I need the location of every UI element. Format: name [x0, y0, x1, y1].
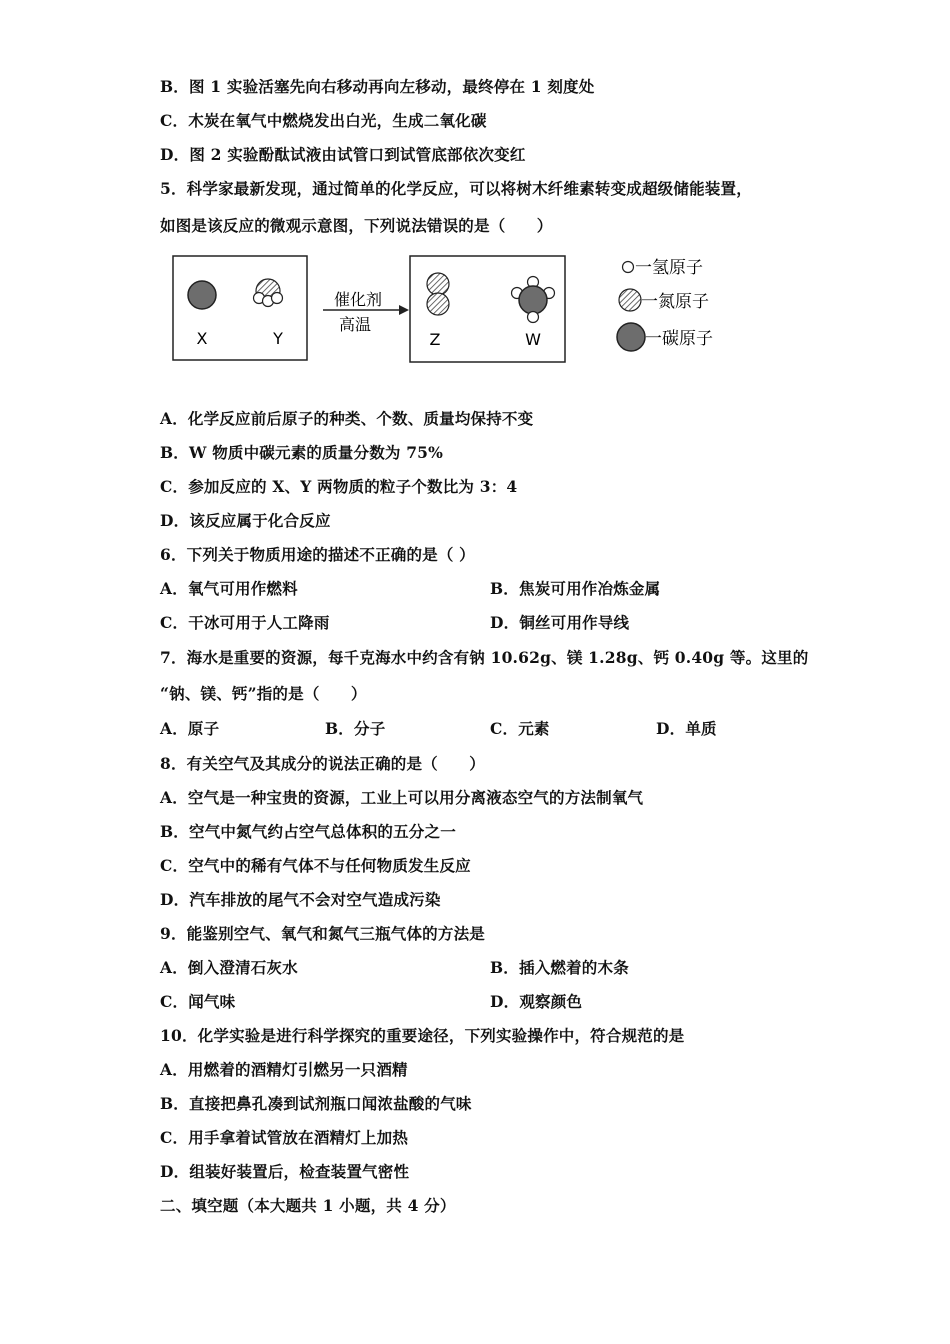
q5-option-a: A．化学反应前后原子的种类、个数、质量均保持不变 — [160, 409, 534, 428]
q10-option-a: A．用燃着的酒精灯引燃另一只酒精 — [160, 1060, 408, 1079]
label-w: W — [525, 330, 541, 349]
q6-option-b: B．焦炭可用作冶炼金属 — [490, 579, 661, 598]
legend-carbon-icon — [617, 323, 645, 351]
legend-carbon: 一碳原子 — [645, 329, 713, 349]
q5-option-b: B．W 物质中碳元素的质量分数为 75% — [160, 443, 444, 462]
q6-option-c: C．干冰可用于人工降雨 — [160, 613, 330, 632]
legend-nitrogen: 一氮原子 — [641, 292, 709, 312]
q9-options-row1 — [160, 958, 810, 978]
q9-options-row2 — [160, 992, 810, 1012]
y-molecule — [254, 279, 283, 307]
label-x: X — [196, 329, 208, 348]
section2-title: 二、填空题（本大题共 1 小题，共 4 分） — [160, 1196, 456, 1215]
reaction-arrow-head — [399, 305, 409, 315]
w-molecule — [512, 277, 555, 323]
arrow-condition-top: 催化剂 — [333, 290, 383, 309]
q8-option-a: A．空气是一种宝贵的资源，工业上可以用分离液态空气的方法制氧气 — [160, 788, 644, 807]
q10-option-c: C．用手拿着试管放在酒精灯上加热 — [160, 1128, 409, 1147]
q9-option-d: D．观察颜色 — [490, 992, 583, 1011]
q9-option-b: B．插入燃着的木条 — [490, 958, 629, 977]
arrow-condition-bottom: 高温 — [338, 315, 372, 334]
x-carbon-atom — [188, 281, 216, 309]
q9-option-c: C．闻气味 — [160, 992, 236, 1011]
label-y: Y — [273, 329, 283, 348]
prev-option-d: D．图 2 实验酚酞试液由试管口到试管底部依次变红 — [160, 145, 526, 164]
q6-options-row1 — [160, 579, 810, 599]
q7-stem-line2: “钠、镁、钙”指的是（ ） — [160, 684, 367, 703]
q6-option-a: A．氧气可用作燃料 — [160, 579, 298, 598]
q10-option-d: D．组装好装置后，检查装置气密性 — [160, 1162, 410, 1181]
q6-stem: 6．下列关于物质用途的描述不正确的是（ ） — [160, 545, 475, 564]
q7-option-a: A．原子 — [160, 719, 220, 738]
q5-stem-line1: 5．科学家最新发现，通过简单的化学反应，可以将树木纤维素转变成超级储能装置， — [160, 179, 752, 198]
q7-option-d: D．单质 — [656, 719, 717, 738]
q5-option-d: D．该反应属于化合反应 — [160, 511, 331, 530]
q7-stem-line1: 7．海水是重要的资源，每千克海水中约含有钠 10.62g、镁 1.28g、钙 0.40g 等。这里的 — [160, 648, 809, 667]
q6-option-d: D．铜丝可用作导线 — [490, 613, 630, 632]
q5-stem-line2: 如图是该反应的微观示意图，下列说法错误的是（ ） — [160, 216, 553, 235]
prev-option-c: C．木炭在氧气中燃烧发出白光，生成二氧化碳 — [160, 111, 487, 130]
q7-option-c: C．元素 — [490, 719, 550, 738]
reactants-box — [173, 256, 307, 360]
q6-options-row2 — [160, 613, 810, 633]
legend-hydrogen-icon — [623, 262, 634, 273]
legend-hydrogen: 一氢原子 — [635, 258, 703, 278]
q8-option-d: D．汽车排放的尾气不会对空气造成污染 — [160, 890, 441, 909]
legend-nitrogen-icon — [619, 289, 641, 311]
q9-option-a: A．倒入澄清石灰水 — [160, 958, 298, 977]
label-z: Z — [429, 330, 441, 349]
q10-option-b: B．直接把鼻孔凑到试剂瓶口闻浓盐酸的气味 — [160, 1094, 472, 1113]
q7-option-b: B．分子 — [325, 719, 386, 738]
q10-stem: 10．化学实验是进行科学探究的重要途径，下列实验操作中，符合规范的是 — [160, 1026, 685, 1045]
q8-option-b: B．空气中氮气约占空气总体积的五分之一 — [160, 822, 456, 841]
q8-stem: 8．有关空气及其成分的说法正确的是（ ） — [160, 754, 485, 773]
prev-option-b: B．图 1 实验活塞先向右移动再向左移动，最终停在 1 刻度处 — [160, 77, 595, 96]
z-molecule — [427, 273, 449, 315]
q5-option-c: C．参加反应的 X、Y 两物质的粒子个数比为 3：4 — [160, 477, 518, 496]
q9-stem: 9．能鉴别空气、氧气和氮气三瓶气体的方法是 — [160, 924, 485, 943]
q8-option-c: C．空气中的稀有气体不与任何物质发生反应 — [160, 856, 471, 875]
reaction-diagram — [165, 248, 735, 368]
